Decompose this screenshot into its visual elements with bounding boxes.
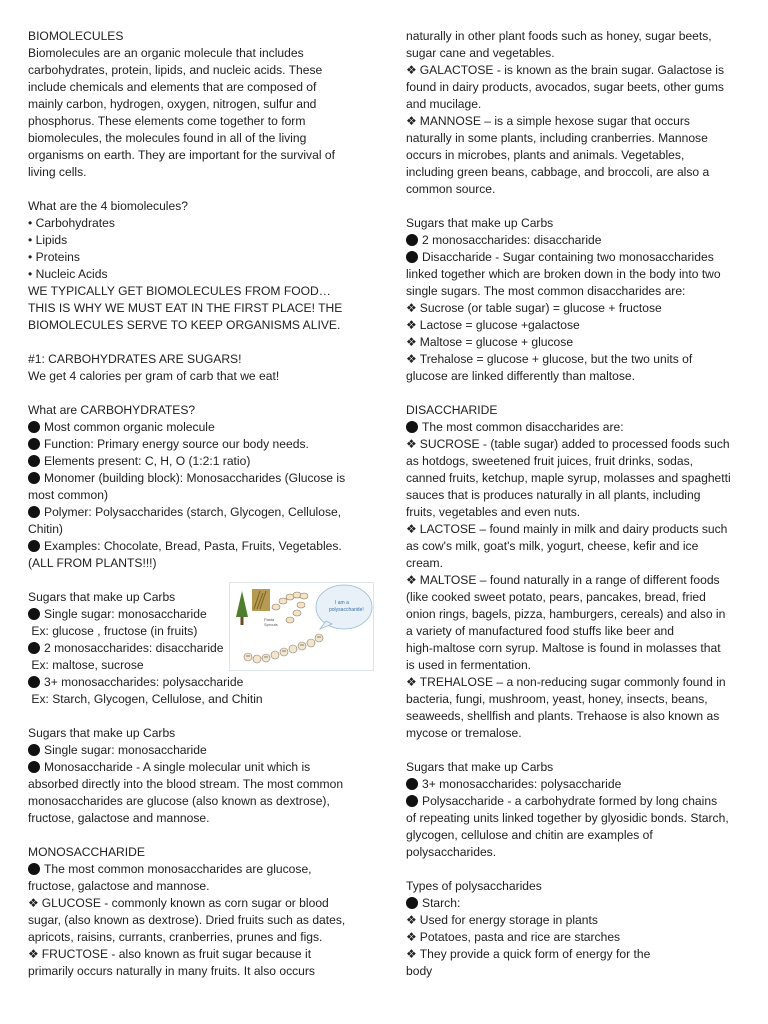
text-line — [406, 96, 740, 113]
line-text: BIOMOLECULES SERVE TO KEEP ORGANISMS ALIVE. — [28, 318, 341, 332]
text-line — [406, 164, 740, 181]
blank-line — [406, 742, 740, 759]
line-text: naturally in other plant foods such as honey, sugar beets, — [406, 29, 712, 43]
line-text: Used for energy storage in plants — [419, 913, 598, 927]
four-diamond-bullet-icon: ❖ — [406, 913, 417, 927]
text-line — [28, 487, 368, 504]
line-text: glucose are linked differently than maltose. — [406, 369, 636, 383]
line-text: DISACCHARIDE — [406, 403, 498, 417]
text-line — [28, 555, 368, 572]
line-text: canned fruits, ketchup, maple syrup, molasses and spaghetti — [406, 471, 731, 485]
filled-circle-bullet-icon — [28, 506, 40, 518]
filled-circle-bullet-icon — [406, 795, 418, 807]
polysaccharide-illustration — [229, 582, 374, 671]
text-line — [28, 198, 368, 215]
line-text: Elements present: C, H, O (1:2:1 ratio) — [44, 454, 251, 468]
text-line — [406, 521, 740, 538]
line-text: Ex: Starch, Glycogen, Cellulose, and Chitin — [28, 692, 263, 706]
text-line — [406, 436, 740, 453]
filled-circle-bullet-icon — [406, 778, 418, 790]
filled-circle-bullet-icon — [28, 455, 40, 467]
text-line — [28, 368, 368, 385]
text-line — [28, 164, 368, 181]
text-line — [406, 844, 740, 861]
text-line — [406, 963, 740, 980]
line-text: high-maltose corn syrup. Maltose is found in molasses that — [406, 641, 721, 655]
line-text: biomolecules, the molecules found in all of the living — [28, 131, 307, 145]
text-line — [28, 538, 368, 555]
line-text: Polysaccharide - a carbohydrate formed by long chains — [422, 794, 718, 808]
line-text: THIS IS WHY WE MUST EAT IN THE FIRST PLACE! THE — [28, 301, 343, 315]
text-line — [28, 453, 368, 470]
text-line — [28, 759, 368, 776]
line-text: fructose, galactose and mannose. — [28, 811, 210, 825]
text-line — [406, 691, 740, 708]
line-text: Function: Primary energy source our body needs. — [44, 437, 309, 451]
line-text: Monomer (building block): Monosaccharides (Glucose is — [44, 471, 346, 485]
text-line — [406, 249, 740, 266]
line-text: found in dairy products, avocados, sugar beets, other gums — [406, 80, 724, 94]
text-line — [406, 555, 740, 572]
text-line — [28, 912, 368, 929]
blank-line — [28, 334, 368, 351]
line-text: The most common disaccharides are: — [422, 420, 624, 434]
filled-circle-bullet-icon — [28, 761, 40, 773]
text-line — [28, 521, 368, 538]
line-text: MANNOSE – is a simple hexose sugar that occurs — [419, 114, 690, 128]
text-line — [28, 232, 368, 249]
right-column — [406, 28, 740, 980]
filled-circle-bullet-icon — [28, 642, 40, 654]
text-line — [406, 606, 740, 623]
text-line — [28, 674, 368, 691]
blank-line — [28, 385, 368, 402]
line-text: Examples: Chocolate, Bread, Pasta, Fruits, Vegetables. — [44, 539, 342, 553]
text-line — [28, 45, 368, 62]
line-text: SUCROSE - (table sugar) added to processed foods such — [419, 437, 730, 451]
line-text: primarily occurs naturally in many fruits. It also occurs — [28, 964, 315, 978]
text-line — [406, 589, 740, 606]
line-text: sugar cane and vegetables. — [406, 46, 555, 60]
filled-circle-bullet-icon — [406, 897, 418, 909]
line-text: Sugars that make up Carbs — [406, 760, 554, 774]
four-diamond-bullet-icon: ❖ — [406, 335, 417, 349]
line-text: Most common organic molecule — [44, 420, 215, 434]
line-text: Chitin) — [28, 522, 63, 536]
four-diamond-bullet-icon: ❖ — [406, 318, 417, 332]
line-text: mycose or tremalose. — [406, 726, 522, 740]
line-text: LACTOSE – found mainly in milk and dairy products such — [419, 522, 728, 536]
text-line — [28, 300, 368, 317]
text-line — [406, 708, 740, 725]
text-line — [406, 946, 740, 963]
text-line — [406, 62, 740, 79]
four-diamond-bullet-icon: ❖ — [406, 114, 417, 128]
blank-line — [406, 198, 740, 215]
text-line — [406, 810, 740, 827]
text-line — [406, 453, 740, 470]
line-text: as hotdogs, sweetened fruit juices, fruit drinks, sodas, — [406, 454, 694, 468]
text-line — [406, 402, 740, 419]
bubble-line2: polysaccharide! — [329, 607, 364, 613]
text-line — [28, 351, 368, 368]
line-text: single sugars. The most common disaccharides are: — [406, 284, 686, 298]
text-line — [406, 368, 740, 385]
four-diamond-bullet-icon: ❖ — [28, 896, 39, 910]
text-line — [406, 300, 740, 317]
line-text: naturally in some plants, including cranberries. Mannose — [406, 131, 708, 145]
text-line — [28, 249, 368, 266]
line-text: fruits, vegetables and even nuts. — [406, 505, 581, 519]
line-text: include chemicals and elements that are composed of — [28, 80, 317, 94]
filled-circle-bullet-icon — [406, 421, 418, 433]
text-line — [406, 504, 740, 521]
four-diamond-bullet-icon: ❖ — [406, 930, 417, 944]
line-text: MONOSACCHARIDE — [28, 845, 145, 859]
line-text: GLUCOSE - commonly known as corn sugar or blood — [41, 896, 329, 910]
text-line — [406, 487, 740, 504]
line-text: (ALL FROM PLANTS!!!) — [28, 556, 157, 570]
line-text: and mucilage. — [406, 97, 482, 111]
line-text: 2 monosaccharides: disaccharide — [422, 233, 602, 247]
line-text: Single sugar: monosaccharide — [44, 607, 207, 621]
line-text: monosaccharides are glucose (also known as dextrose), — [28, 794, 330, 808]
text-line — [28, 317, 368, 334]
four-diamond-bullet-icon: ❖ — [28, 947, 39, 961]
line-text: Sugars that make up Carbs — [28, 726, 176, 740]
blank-line — [406, 385, 740, 402]
line-text: Sucrose (or table sugar) = glucose + fructose — [419, 301, 662, 315]
line-text: sauces that is produces naturally in all plants, including — [406, 488, 701, 502]
text-line — [406, 283, 740, 300]
line-text: bacteria, fungi, mushroom, yeast, honey, insects, beans, — [406, 692, 708, 706]
text-line — [406, 317, 740, 334]
filled-circle-bullet-icon — [28, 438, 40, 450]
text-line — [28, 113, 368, 130]
line-text: body — [406, 964, 433, 978]
text-line — [28, 861, 368, 878]
text-line — [406, 895, 740, 912]
text-line — [406, 725, 740, 742]
text-line — [28, 844, 368, 861]
text-line — [28, 283, 368, 300]
line-text: sugar, (also known as dextrose). Dried fruits such as dates, — [28, 913, 346, 927]
line-text: carbohydrates, protein, lipids, and nucleic acids. These — [28, 63, 323, 77]
blank-line — [28, 181, 368, 198]
line-text: Sugars that make up Carbs — [28, 590, 176, 604]
text-line — [406, 759, 740, 776]
line-text: absorbed directly into the blood stream. The most common — [28, 777, 344, 791]
text-line — [28, 793, 368, 810]
line-text: is used in fermentation. — [406, 658, 532, 672]
line-text: MALTOSE – found naturally in a range of different foods — [419, 573, 720, 587]
line-text: 3+ monosaccharides: polysaccharide — [44, 675, 244, 689]
text-line — [406, 827, 740, 844]
line-text: occurs in microbes, plants and animals. Vegetables, — [406, 148, 685, 162]
text-line — [406, 45, 740, 62]
text-line — [28, 895, 368, 912]
four-diamond-bullet-icon: ❖ — [406, 573, 417, 587]
line-text: What are CARBOHYDRATES? — [28, 403, 196, 417]
text-line — [406, 640, 740, 657]
text-line — [406, 776, 740, 793]
filled-circle-bullet-icon — [28, 676, 40, 688]
text-line — [406, 28, 740, 45]
text-line — [28, 691, 368, 708]
blank-line — [406, 861, 740, 878]
line-text: TREHALOSE – a non-reducing sugar commonly found in — [419, 675, 726, 689]
filled-circle-bullet-icon — [28, 472, 40, 484]
text-line — [406, 793, 740, 810]
line-text: Starch: — [422, 896, 461, 910]
line-text: living cells. — [28, 165, 87, 179]
line-text: cream. — [406, 556, 443, 570]
svg-text:Pasta: Pasta — [264, 617, 275, 622]
line-text: polysaccharides. — [406, 845, 497, 859]
line-text: FRUCTOSE - also known as fruit sugar because it — [41, 947, 312, 961]
line-text: Ex: glucose , fructose (in fruits) — [28, 624, 198, 638]
text-line — [406, 232, 740, 249]
text-line — [28, 742, 368, 759]
four-diamond-bullet-icon: ❖ — [406, 947, 417, 961]
line-text: • Nucleic Acids — [28, 267, 108, 281]
line-text: a variety of manufactured food stuffs like beer and — [406, 624, 675, 638]
line-text: Disaccharide - Sugar containing two monosaccharides — [422, 250, 714, 264]
line-text: most common) — [28, 488, 108, 502]
text-line — [28, 266, 368, 283]
filled-circle-bullet-icon — [28, 608, 40, 620]
line-text: The most common monosaccharides are glucose, — [44, 862, 312, 876]
blank-line — [28, 708, 368, 725]
line-text: #1: CARBOHYDRATES ARE SUGARS! — [28, 352, 242, 366]
text-line — [406, 181, 740, 198]
text-line — [28, 929, 368, 946]
text-line — [406, 878, 740, 895]
line-text: apricots, raisins, currants, cranberries, prunes and figs. — [28, 930, 323, 944]
text-line — [406, 912, 740, 929]
text-line — [406, 657, 740, 674]
line-text: • Carbohydrates — [28, 216, 115, 230]
text-line — [406, 266, 740, 283]
line-text: as cow's milk, goat's milk, yogurt, cheese, kefir and ice — [406, 539, 699, 553]
text-line — [28, 725, 368, 742]
line-text: including green beans, cabbage, and broccoli, are also a — [406, 165, 710, 179]
line-text: GALACTOSE - is known as the brain sugar. Galactose is — [419, 63, 725, 77]
line-text: WE TYPICALLY GET BIOMOLECULES FROM FOOD… — [28, 284, 331, 298]
four-diamond-bullet-icon: ❖ — [406, 63, 417, 77]
text-line — [28, 419, 368, 436]
line-text: BIOMOLECULES — [28, 29, 124, 43]
text-line — [406, 79, 740, 96]
text-line — [406, 130, 740, 147]
filled-circle-bullet-icon — [28, 744, 40, 756]
line-text: • Proteins — [28, 250, 80, 264]
line-text: phosphorus. These elements come together to form — [28, 114, 306, 128]
text-line — [28, 96, 368, 113]
filled-circle-bullet-icon — [28, 863, 40, 875]
text-line — [28, 878, 368, 895]
line-text: mainly carbon, hydrogen, oxygen, nitrogen, sulfur and — [28, 97, 317, 111]
line-text: Lactose = glucose +galactose — [419, 318, 580, 332]
text-line — [28, 504, 368, 521]
line-text: onion rings, bagels, pizza, hamburgers, cereals) and also in — [406, 607, 726, 621]
text-line — [406, 470, 740, 487]
text-line — [406, 334, 740, 351]
left-column — [28, 28, 368, 980]
line-text: What are the 4 biomolecules? — [28, 199, 188, 213]
text-line — [406, 215, 740, 232]
line-text: They provide a quick form of energy for the — [419, 947, 651, 961]
text-line — [28, 436, 368, 453]
bubble-line1: I am a — [335, 600, 349, 606]
line-text: Polymer: Polysaccharides (starch, Glycogen, Cellulose, — [44, 505, 342, 519]
line-text: Trehalose = glucose + glucose, but the two units of — [419, 352, 693, 366]
line-text: Potatoes, pasta and rice are starches — [419, 930, 621, 944]
line-text: Sugars that make up Carbs — [406, 216, 554, 230]
text-line — [406, 147, 740, 164]
filled-circle-bullet-icon — [28, 540, 40, 552]
text-line — [406, 419, 740, 436]
line-text: Maltose = glucose + glucose — [419, 335, 574, 349]
text-line — [28, 810, 368, 827]
polysaccharide-cartoon-icon — [230, 583, 373, 670]
text-line — [28, 62, 368, 79]
text-line — [28, 215, 368, 232]
line-text: • Lipids — [28, 233, 68, 247]
line-text: seaweeds, shellfish and plants. Trehaose is also known as — [406, 709, 720, 723]
line-text: Types of polysaccharides — [406, 879, 542, 893]
text-line — [406, 113, 740, 130]
filled-circle-bullet-icon — [406, 234, 418, 246]
text-line — [406, 623, 740, 640]
line-text: fructose, galactose and mannose. — [28, 879, 210, 893]
four-diamond-bullet-icon: ❖ — [406, 522, 417, 536]
text-line — [406, 572, 740, 589]
text-line — [28, 776, 368, 793]
text-line — [28, 963, 368, 980]
text-line — [28, 402, 368, 419]
text-line — [28, 130, 368, 147]
four-diamond-bullet-icon: ❖ — [406, 301, 417, 315]
line-text: 3+ monosaccharides: polysaccharide — [422, 777, 622, 791]
svg-text:Sprouts: Sprouts — [264, 622, 278, 627]
text-line — [28, 28, 368, 45]
line-text: common source. — [406, 182, 496, 196]
four-diamond-bullet-icon: ❖ — [406, 352, 417, 366]
line-text: 2 monosaccharides: disaccharide — [44, 641, 224, 655]
line-text: Single sugar: monosaccharide — [44, 743, 207, 757]
text-line — [28, 946, 368, 963]
line-text: Ex: maltose, sucrose — [28, 658, 144, 672]
four-diamond-bullet-icon: ❖ — [406, 675, 417, 689]
line-text: We get 4 calories per gram of carb that we eat! — [28, 369, 280, 383]
line-text: organisms on earth. They are important for the survival of — [28, 148, 335, 162]
four-diamond-bullet-icon: ❖ — [406, 437, 417, 451]
filled-circle-bullet-icon — [28, 421, 40, 433]
text-line — [28, 470, 368, 487]
text-line — [406, 929, 740, 946]
filled-circle-bullet-icon — [406, 251, 418, 263]
line-text: linked together which are broken down in the body into two — [406, 267, 721, 281]
text-line — [28, 79, 368, 96]
line-text: (like cooked sweet potato, pears, pancakes, bread, fried — [406, 590, 706, 604]
text-line — [406, 538, 740, 555]
line-text: of repeating units linked together by glyosidic bonds. Starch, — [406, 811, 729, 825]
text-line — [406, 674, 740, 691]
line-text: Biomolecules are an organic molecule that includes — [28, 46, 304, 60]
blank-line — [28, 827, 368, 844]
line-text: Monosaccharide - A single molecular unit which is — [44, 760, 311, 774]
text-line — [28, 147, 368, 164]
line-text: glycogen, cellulose and chitin are examples of — [406, 828, 653, 842]
text-line — [406, 351, 740, 368]
